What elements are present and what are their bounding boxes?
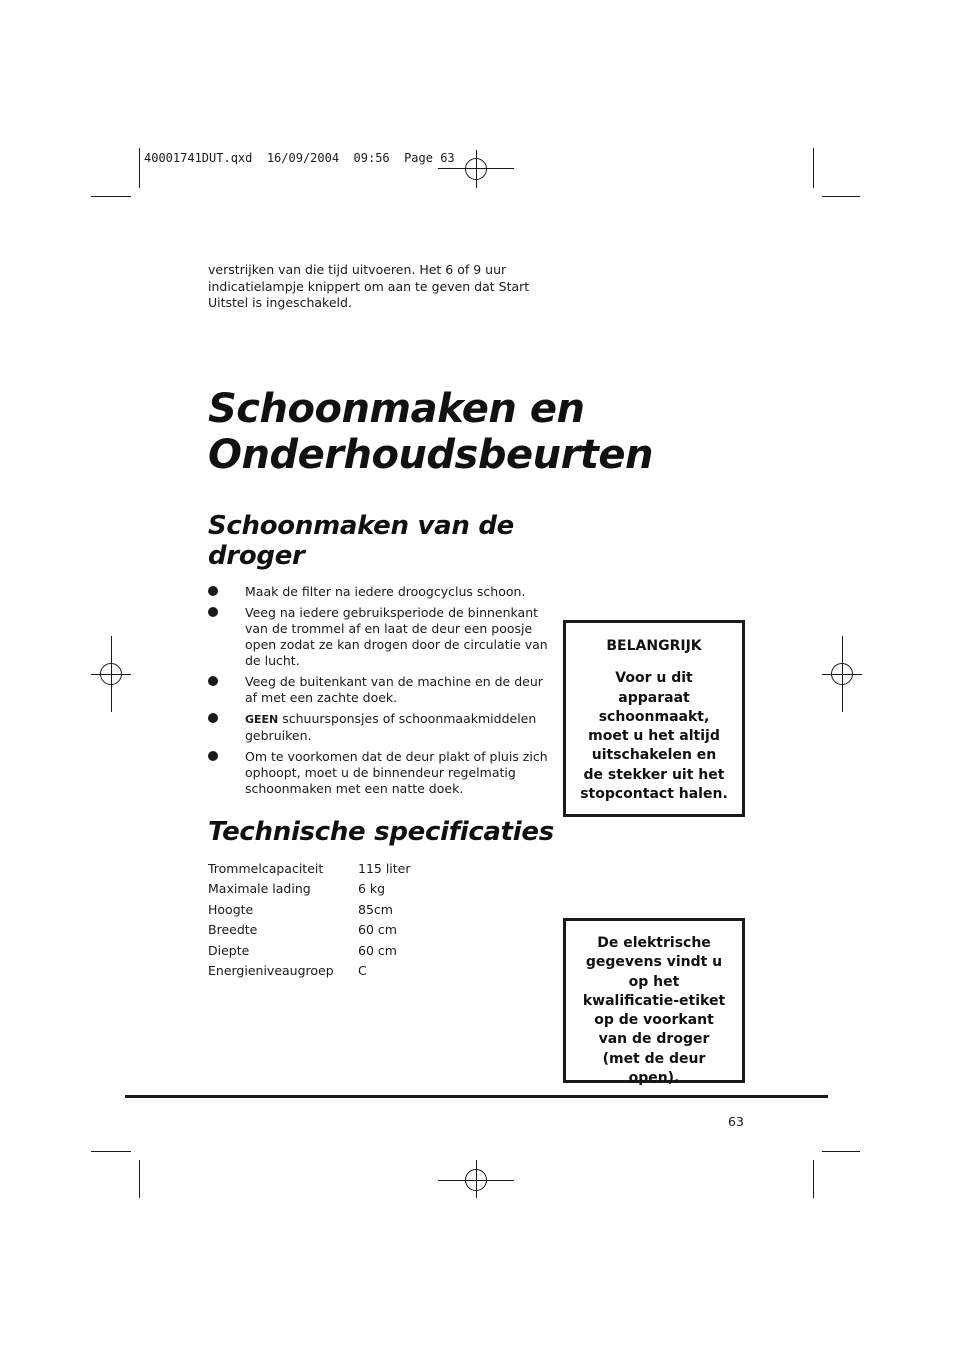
spec-value: 6 kg bbox=[358, 881, 386, 897]
specs-table bbox=[208, 858, 411, 981]
intro-paragraph: verstrijken van die tijd uitvoeren. Het 6 of 9 uur indicatielampje knippert om aan te geven dat Start Uitstel is ingeschakeld. bbox=[208, 262, 530, 310]
bullet-icon bbox=[208, 751, 218, 761]
page-title bbox=[208, 386, 728, 478]
list-item bbox=[208, 674, 553, 706]
table-row bbox=[208, 858, 411, 879]
table-row bbox=[208, 899, 411, 920]
spec-value: 85cm bbox=[358, 901, 393, 917]
bullet-icon bbox=[208, 676, 218, 686]
cleaning-title-line2: droger bbox=[208, 541, 305, 571]
spec-label: Hoogte bbox=[208, 901, 254, 917]
spec-value: 60 cm bbox=[358, 922, 397, 938]
spec-label: Diepte bbox=[208, 942, 250, 958]
page-title-line2: Onderhoudsbeurten bbox=[208, 432, 654, 478]
bullet-icon bbox=[208, 586, 218, 596]
spec-value: 115 liter bbox=[358, 860, 411, 876]
bullet-emphasis: GEEN bbox=[245, 713, 279, 726]
spec-label: Energieniveaugroep bbox=[208, 963, 334, 979]
spec-value: C bbox=[358, 963, 367, 979]
print-slug: 40001741DUT.qxd 16/09/2004 09:56 Page 63 bbox=[144, 151, 455, 165]
table-row bbox=[208, 920, 411, 941]
list-item bbox=[208, 749, 553, 797]
spec-value: 60 cm bbox=[358, 942, 397, 958]
page-title-line1: Schoonmaken en bbox=[208, 386, 585, 432]
cleaning-section-title bbox=[208, 511, 514, 571]
table-row bbox=[208, 940, 411, 961]
bullet-icon bbox=[208, 713, 218, 723]
bullet-text: Veeg na iedere gebruiksperiode de binnenkant van de trommel af en laat de deur een poosje open zodat ze kan drogen door de circulatie van de lucht. bbox=[245, 605, 548, 668]
bullet-text: schuursponsjes of schoonmaakmiddelen gebruiken. bbox=[245, 711, 537, 743]
bullet-text: Maak de filter na iedere droogcyclus schoon. bbox=[245, 584, 526, 599]
cleaning-bullet-list bbox=[208, 584, 553, 802]
specs-section-title: Technische specificaties bbox=[208, 817, 554, 847]
spec-label: Maximale lading bbox=[208, 881, 311, 897]
electrical-text: De elektrische gegevens vindt u op het kwalificatie-etiket op de voorkant van de droger (met de deur open). bbox=[582, 935, 726, 1087]
list-item bbox=[208, 584, 553, 600]
cleaning-title-line1: Schoonmaken van de bbox=[208, 511, 514, 541]
important-text: Voor u dit apparaat schoonmaakt, moet u het altijd uitschakelen en de stekker uit het stopcontact halen. bbox=[580, 670, 728, 803]
table-row bbox=[208, 961, 411, 982]
spec-label: Breedte bbox=[208, 922, 258, 938]
important-heading: BELANGRIJK bbox=[606, 638, 702, 654]
footer-rule bbox=[125, 1095, 828, 1098]
important-notice-box bbox=[563, 620, 745, 817]
bullet-text: Veeg de buitenkant van de machine en de deur af met een zachte doek. bbox=[245, 674, 543, 705]
list-item bbox=[208, 711, 553, 744]
list-item bbox=[208, 605, 553, 669]
page-number: 63 bbox=[728, 1114, 744, 1129]
table-row bbox=[208, 879, 411, 900]
spec-label: Trommelcapaciteit bbox=[208, 860, 324, 876]
electrical-info-box bbox=[563, 918, 745, 1087]
bullet-text: Om te voorkomen dat de deur plakt of pluis zich ophoopt, moet u de binnendeur regelmatig schoonmaken met een natte doek. bbox=[245, 749, 548, 796]
bullet-icon bbox=[208, 607, 218, 617]
